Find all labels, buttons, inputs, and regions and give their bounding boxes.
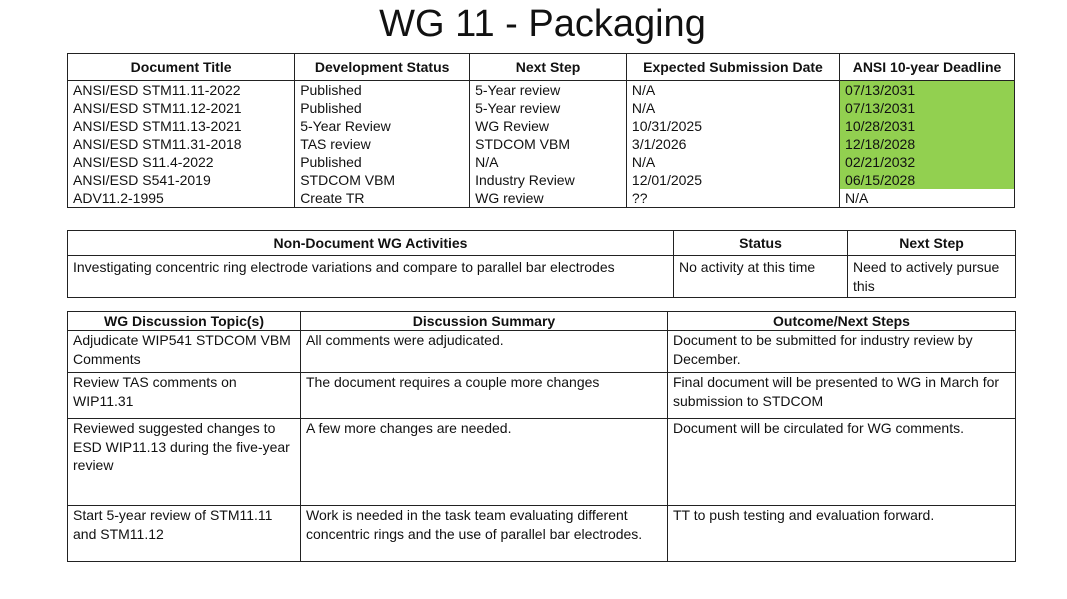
submission-date-cell: ?? — [626, 189, 839, 208]
development-status-cell: Create TR — [295, 189, 470, 208]
column-header: Next Step — [470, 54, 627, 81]
column-header: WG Discussion Topic(s) — [68, 312, 301, 331]
column-header: Document Title — [68, 54, 295, 81]
document-title-cell: ANSI/ESD STM11.13-2021 — [68, 117, 295, 135]
submission-date-cell: 10/31/2025 — [626, 117, 839, 135]
table-row — [68, 117, 1015, 135]
non-document-activities-table — [67, 230, 1016, 298]
table-row — [68, 171, 1015, 189]
document-title-cell: ANSI/ESD S541-2019 — [68, 171, 295, 189]
submission-date-cell: N/A — [626, 153, 839, 171]
column-header: Status — [674, 231, 848, 256]
deadline-cell: N/A — [840, 189, 1015, 208]
outcome-cell: Document will be circulated for WG comments. — [668, 419, 1016, 506]
development-status-cell: TAS review — [295, 135, 470, 153]
submission-date-cell: N/A — [626, 81, 839, 100]
table-row — [68, 153, 1015, 171]
activity-cell: Investigating concentric ring electrode variations and compare to parallel bar electrodes — [68, 256, 674, 298]
next-step-cell: STDCOM VBM — [470, 135, 627, 153]
submission-date-cell: 3/1/2026 — [626, 135, 839, 153]
discussion-topics-table — [67, 311, 1016, 562]
topic-cell: Start 5-year review of STM11.11 and STM11.12 — [68, 506, 301, 562]
document-title-cell: ANSI/ESD STM11.31-2018 — [68, 135, 295, 153]
deadline-cell: 07/13/2031 — [840, 81, 1015, 100]
deadline-cell: 06/15/2028 — [840, 171, 1015, 189]
summary-cell: A few more changes are needed. — [301, 419, 668, 506]
table-row — [68, 331, 1016, 373]
development-status-cell: 5-Year Review — [295, 117, 470, 135]
table-row — [68, 81, 1015, 100]
deadline-cell: 12/18/2028 — [840, 135, 1015, 153]
column-header: Discussion Summary — [301, 312, 668, 331]
summary-cell: All comments were adjudicated. — [301, 331, 668, 373]
document-title-cell: ANSI/ESD S11.4-2022 — [68, 153, 295, 171]
outcome-cell: Document to be submitted for industry review by December. — [668, 331, 1016, 373]
deadline-cell: 02/21/2032 — [840, 153, 1015, 171]
table-row — [68, 506, 1016, 562]
next-step-cell: Industry Review — [470, 171, 627, 189]
outcome-cell: TT to push testing and evaluation forward. — [668, 506, 1016, 562]
development-status-cell: STDCOM VBM — [295, 171, 470, 189]
development-status-cell: Published — [295, 81, 470, 100]
summary-cell: The document requires a couple more changes — [301, 373, 668, 419]
summary-cell: Work is needed in the task team evaluating different concentric rings and the use of parallel bar electrodes. — [301, 506, 668, 562]
table-row — [68, 419, 1016, 506]
page-title: WG 11 - Packaging — [379, 3, 706, 45]
column-header: ANSI 10-year Deadline — [840, 54, 1015, 81]
outcome-cell: Final document will be presented to WG in March for submission to STDCOM — [668, 373, 1016, 419]
column-header: Next Step — [848, 231, 1016, 256]
status-cell: No activity at this time — [674, 256, 848, 298]
next-step-cell: 5-Year review — [470, 99, 627, 117]
deadline-cell: 10/28/2031 — [840, 117, 1015, 135]
table-row — [68, 189, 1015, 208]
table-row — [68, 99, 1015, 117]
submission-date-cell: N/A — [626, 99, 839, 117]
submission-date-cell: 12/01/2025 — [626, 171, 839, 189]
document-status-table — [67, 53, 1015, 208]
column-header: Expected Submission Date — [626, 54, 839, 81]
column-header: Development Status — [295, 54, 470, 81]
document-title-cell: ADV11.2-1995 — [68, 189, 295, 208]
document-title-cell: ANSI/ESD STM11.12-2021 — [68, 99, 295, 117]
column-header: Outcome/Next Steps — [668, 312, 1016, 331]
topic-cell: Review TAS comments on WIP11.31 — [68, 373, 301, 419]
document-title-cell: ANSI/ESD STM11.11-2022 — [68, 81, 295, 100]
development-status-cell: Published — [295, 153, 470, 171]
table-row — [68, 373, 1016, 419]
topic-cell: Adjudicate WIP541 STDCOM VBM Comments — [68, 331, 301, 373]
next-step-cell: WG Review — [470, 117, 627, 135]
next-step-cell: WG review — [470, 189, 627, 208]
table-row — [68, 256, 1016, 298]
next-step-cell: 5-Year review — [470, 81, 627, 100]
topic-cell: Reviewed suggested changes to ESD WIP11.13 during the five-year review — [68, 419, 301, 506]
deadline-cell: 07/13/2031 — [840, 99, 1015, 117]
development-status-cell: Published — [295, 99, 470, 117]
table-row — [68, 135, 1015, 153]
next-step-cell: N/A — [470, 153, 627, 171]
column-header: Non-Document WG Activities — [68, 231, 674, 256]
next-step-cell: Need to actively pursue this — [848, 256, 1016, 298]
